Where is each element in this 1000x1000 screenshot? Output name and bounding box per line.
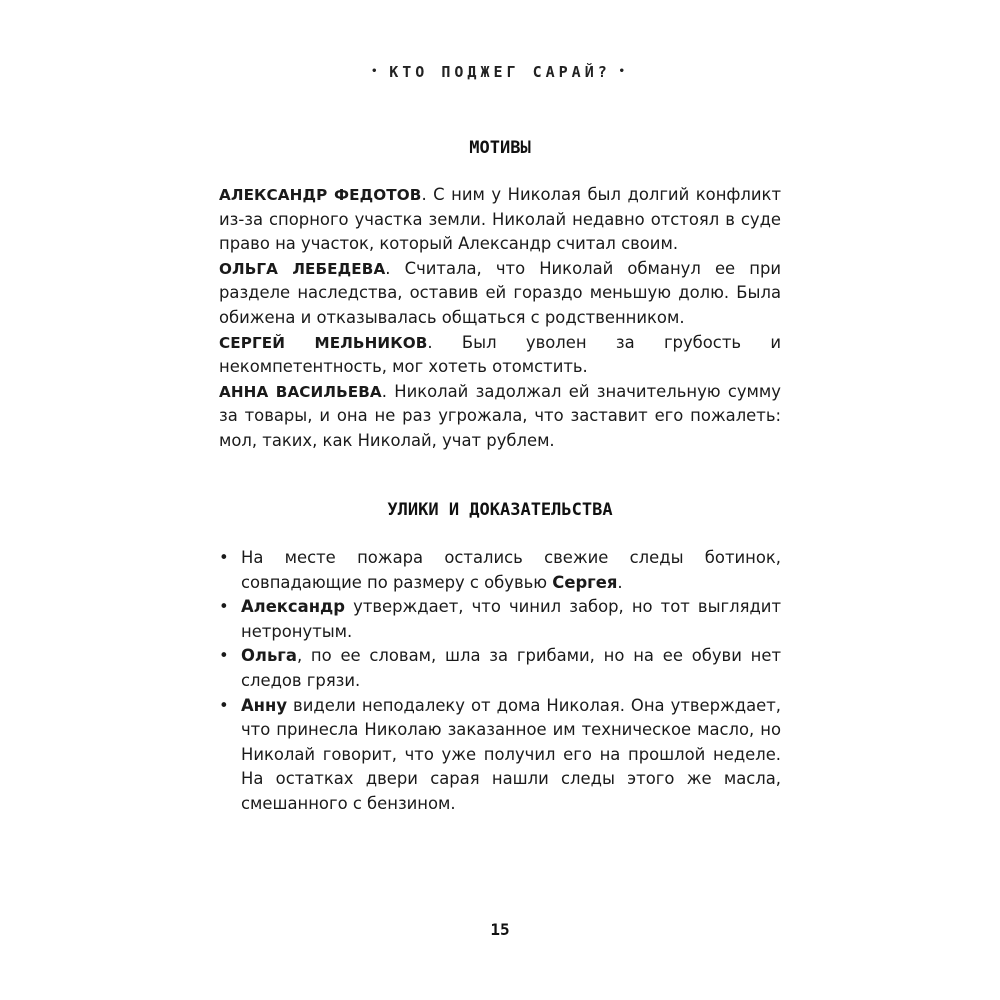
evidence-text: , по ее словам, шла за грибами, но на ее обуви нет следов грязи. — [241, 646, 781, 690]
evidence-highlight: Сергея — [552, 572, 618, 592]
evidence-item — [219, 694, 781, 817]
evidence-item — [219, 595, 781, 644]
evidence-text: видели неподалеку от дома Николая. Она утверждает, что принесла Николаю заказанное им техническое масло, но Николай говорит, что уже получил его на прошлой неделе. На остатках двери сарая нашли следы этого же масла, смешанного с бензином. — [241, 695, 781, 813]
motive-entry — [219, 331, 781, 380]
motive-text: . Николай задолжал ей значительную сумму за товары, и она не раз угрожала, что заставит его пожалеть: мол, таких, как Николай, учат рублем. — [219, 381, 781, 450]
evidence-text: На месте пожара остались свежие следы ботинок, совпадающие по размеру с обувью — [241, 548, 781, 592]
evidence-text: . — [617, 572, 623, 592]
motive-text: . Считала, что Николай обманул ее при разделе наследства, оставив ей гораздо меньшую долю. Была обижена и отказывалась общаться с родственником. — [219, 258, 781, 327]
motive-text: . Был уволен за грубость и некомпетентность, мог хотеть отомстить. — [219, 332, 781, 377]
evidence-highlight: Александр — [241, 597, 346, 617]
motive-text: . С ним у Николая был долгий конфликт из-за спорного участка земли. Николай недавно отстоял в суде право на участок, который Александр считал своим. — [219, 185, 781, 254]
evidence-highlight: Анну — [241, 695, 288, 715]
suspect-name: АЛЕКСАНДР ФЕДОТОВ — [219, 186, 422, 204]
motives-heading: МОТИВЫ — [469, 138, 531, 158]
motive-entry — [219, 380, 781, 454]
bullet-dot-left: • — [371, 66, 382, 77]
evidence-highlight: Ольга — [241, 646, 297, 666]
evidence-heading: УЛИКИ И ДОКАЗАТЕЛЬСТВА — [387, 500, 613, 520]
suspect-name: СЕРГЕЙ МЕЛЬНИКОВ — [219, 333, 428, 352]
evidence-list — [219, 546, 781, 817]
evidence-text: утверждает, что чинил забор, но тот выглядит нетронутым. — [241, 597, 781, 641]
motives-section — [219, 183, 781, 454]
bullet-icon: • — [219, 646, 229, 666]
motive-entry — [219, 183, 781, 257]
bullet-icon: • — [219, 597, 229, 617]
motive-entry — [219, 257, 781, 331]
bullet-dot-right: • — [618, 66, 629, 77]
suspect-name: АННА ВАСИЛЬЕВА — [219, 382, 382, 401]
evidence-item — [219, 546, 781, 595]
running-head-title: КТО ПОДЖЕГ САРАЙ? — [389, 63, 611, 81]
bullet-icon: • — [219, 548, 229, 567]
running-head — [0, 63, 1000, 81]
page-number: 15 — [490, 920, 510, 939]
evidence-item — [219, 644, 781, 693]
bullet-icon: • — [219, 695, 229, 715]
suspect-name: ОЛЬГА ЛЕБЕДЕВА — [219, 259, 386, 278]
